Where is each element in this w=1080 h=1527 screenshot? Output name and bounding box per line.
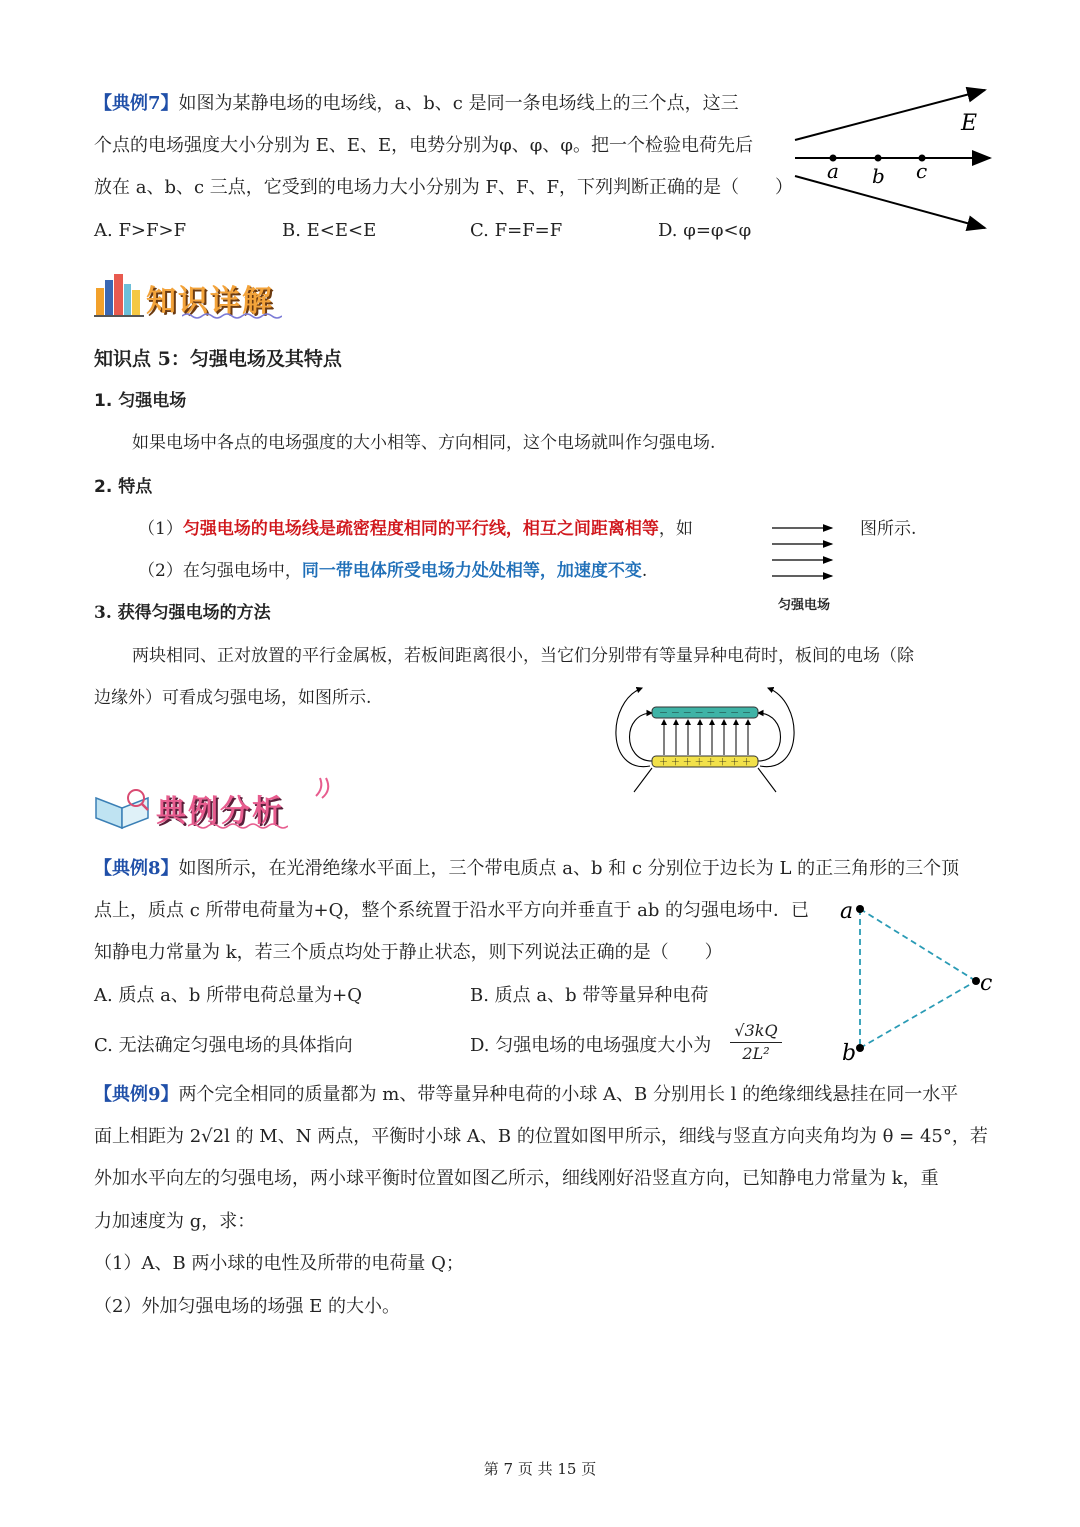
equilateral-triangle-figure (836, 890, 1000, 1070)
example7-line3: 放在 a、b、c 三点，它受到的电场力大小分别为 F、F、F，下列判断正确的是（ ） (94, 177, 793, 198)
wavy-underline (188, 822, 288, 830)
example9-line3: 外加水平向左的匀强电场，两小球平衡时位置如图乙所示，细线刚好沿竖直方向，已知静电力常量为 k，重 (94, 1168, 939, 1189)
example9-question2: （2）外加匀强电场的场强 E 的大小。 (94, 1296, 401, 1317)
vertex-c-label: c (980, 971, 993, 996)
example7-option-a: A. F>F>F (94, 220, 187, 241)
electric-field-lines-figure (785, 80, 1000, 240)
example-banner (92, 776, 342, 832)
books-icon (94, 270, 144, 318)
example8-option-d: D. 匀强电场的电场强度大小为 (470, 1035, 712, 1056)
example9-line2: 面上相距为 2√2l 的 M、N 两点，平衡时小球 A、B 的位置如图甲所示，细线与竖直方向夹角均为 θ = 45°，若 (94, 1126, 988, 1147)
field-strength-fraction (730, 1020, 782, 1065)
example7-option-b: B. E<E<E (282, 220, 377, 241)
example9-question1: （1）A、B 两小球的电性及所带的电荷量 Q； (94, 1253, 464, 1274)
uniform-field-caption: 匀强电场 (778, 598, 831, 613)
uniform-field-figure (768, 520, 840, 586)
section2-item1: （1）匀强电场的电场线是疏密程度相同的平行线，相互之间距离相等，如 (138, 519, 693, 539)
example7-option-c: C. F=F=F (470, 220, 563, 241)
section3-line1: 两块相同、正对放置的平行金属板，若板间距离很小，当它们分别带有等量异种电荷时，板间的电场（除 (132, 646, 914, 666)
example8-tag: 【典例8】 (94, 858, 179, 879)
example9-line1: 【典例9】两个完全相同的质量都为 m、带等量异种电荷的小球 A、B 分别用长 l 的绝缘细线悬挂在同一水平 (94, 1084, 959, 1105)
example7-tag: 【典例7】 (94, 93, 179, 114)
example9-tag: 【典例9】 (94, 1084, 179, 1105)
example-banner-title: 典例分析 (156, 794, 284, 829)
vertex-a-label: a (840, 899, 854, 924)
item2-highlight: 同一带电体所受电场力处处相等，加速度不变 (301, 561, 642, 581)
section3-title: 3. 获得匀强电场的方法 (94, 603, 271, 623)
page-number: 第 7 页 共 15 页 (483, 1460, 597, 1478)
vertex-b-label: b (842, 1041, 857, 1066)
knowledge-banner (94, 268, 344, 320)
label-a: a (827, 159, 839, 183)
example7-option-d: D. φ=φ<φ (658, 220, 752, 241)
example7-line2: 个点的电场强度大小分别为 E、E、E，电势分别为φ、φ、φ。把一个检验电荷先后 (94, 135, 753, 156)
fraction-denominator: 2L² (742, 1044, 770, 1063)
example8-line2: 点上，质点 c 所带电荷量为+Q，整个系统置于沿水平方向并垂直于 ab 的匀强电场中．已 (94, 900, 810, 921)
example8-option-b: B. 质点 a、b 带等量异种电荷 (470, 985, 709, 1006)
example8-option-c: C. 无法确定匀强电场的具体指向 (94, 1035, 353, 1056)
section1-title: 1. 匀强电场 (94, 391, 187, 411)
example8-line3: 知静电力常量为 k，若三个质点均处于静止状态，则下列说法正确的是（ ） (94, 942, 723, 963)
sound-waves-icon (314, 776, 338, 800)
section2-item1-end: 图所示. (860, 519, 917, 539)
section2-item2: （2）在匀强电场中，同一带电体所受电场力处处相等，加速度不变. (138, 561, 648, 581)
wavy-underline (182, 312, 282, 320)
parallel-plates-figure (612, 682, 798, 798)
section1-text: 如果电场中各点的电场强度的大小相等、方向相同，这个电场就叫作匀强电场. (132, 433, 716, 453)
plate-bottom-signs: ＋ ＋ ＋ ＋ ＋ ＋ ＋ ＋ (658, 758, 752, 768)
knowledge-heading: 知识点 5：匀强电场及其特点 (94, 348, 342, 370)
section2-title: 2. 特点 (94, 477, 153, 497)
knowledge-banner-title: 知识详解 (146, 284, 274, 319)
label-b: b (872, 164, 885, 188)
label-c: c (916, 159, 928, 183)
example9-line4: 力加速度为 g，求： (94, 1211, 256, 1232)
example8-option-a: A. 质点 a、b 所带电荷总量为+Q (94, 985, 362, 1006)
label-E: E (961, 111, 978, 136)
example8-line1: 【典例8】如图所示，在光滑绝缘水平面上，三个带电质点 a、b 和 c 分别位于边长为 L 的正三角形的三个顶 (94, 858, 960, 879)
item1-highlight: 匀强电场的电场线是疏密程度相同的平行线，相互之间距离相等 (182, 519, 659, 539)
section3-line2: 边缘外）可看成匀强电场，如图所示. (94, 688, 372, 708)
plate-top-signs: － － － － － － － － (658, 709, 752, 719)
open-book-icon (92, 784, 154, 830)
example7-line1: 【典例7】如图为某静电场的电场线，a、b、c 是同一条电场线上的三个点，这三 (94, 93, 739, 114)
fraction-numerator: √3kQ (730, 1020, 782, 1043)
